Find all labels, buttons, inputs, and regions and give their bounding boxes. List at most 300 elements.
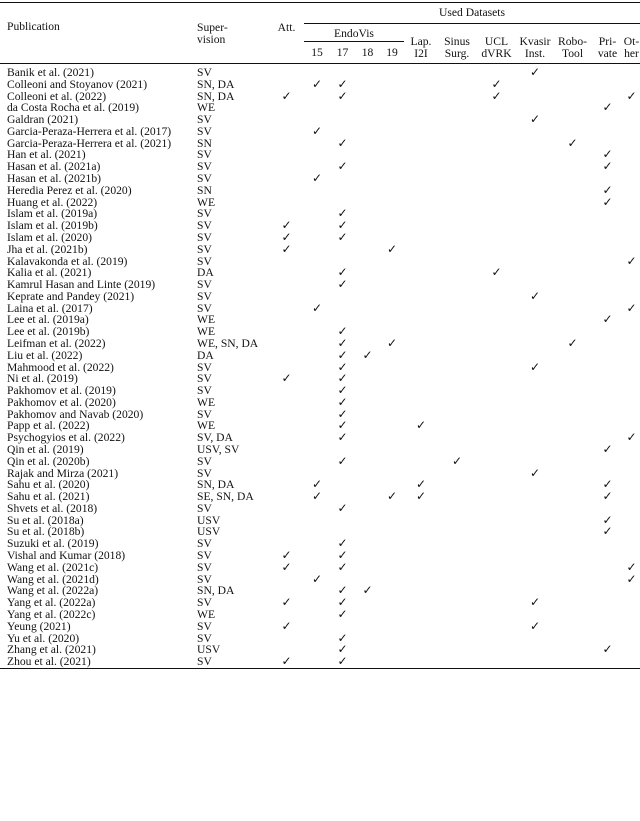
empty-cell [380,279,404,291]
header-robo-tool: Robo- Tool [558,35,587,60]
empty-cell [476,114,517,126]
empty-cell [623,503,640,515]
empty-cell [476,562,517,574]
empty-cell [404,350,438,362]
cell-supervision: WE [197,607,216,621]
empty-cell [330,479,355,491]
empty-cell [592,208,623,220]
empty-cell [404,574,438,586]
table-row [0,456,640,468]
empty-cell [269,267,304,279]
empty-cell [404,197,438,209]
empty-cell [404,220,438,232]
empty-cell [355,185,380,197]
check-mark-icon: ✓ [337,347,348,362]
empty-cell [476,102,517,114]
empty-cell [269,291,304,303]
check-mark-icon: ✓ [362,583,373,598]
empty-cell [517,244,553,256]
empty-cell [592,267,623,279]
empty-cell [517,385,553,397]
empty-cell [592,397,623,409]
empty-cell [623,220,640,232]
cell-supervision: USV [197,643,221,657]
cell-publication: Heredia Perez et al. (2020) [7,183,132,197]
table-row [0,644,640,656]
cell-supervision: SV [197,289,212,303]
empty-cell [380,538,404,550]
empty-cell [355,326,380,338]
empty-cell [623,102,640,114]
table-row [0,102,640,114]
empty-cell [380,432,404,444]
cell-supervision: DA [197,348,214,362]
empty-cell [380,597,404,609]
cell-publication: Liu et al. (2022) [7,348,83,362]
empty-cell [623,609,640,621]
empty-cell [438,185,476,197]
empty-cell [476,220,517,232]
empty-cell [380,208,404,220]
empty-cell [404,138,438,150]
empty-cell [404,550,438,562]
cell-supervision: SV [197,148,212,162]
empty-cell [355,79,380,91]
empty-cell [330,114,355,126]
cell-supervision: USV [197,525,221,539]
empty-cell [355,432,380,444]
empty-cell [592,64,623,79]
empty-cell [476,138,517,150]
cell-publication: Papp et al. (2022) [7,419,90,433]
empty-cell [380,621,404,633]
check-mark-icon: ✓ [602,194,613,209]
empty-cell [355,373,380,385]
empty-cell [404,208,438,220]
empty-cell [438,149,476,161]
empty-cell [592,114,623,126]
empty-cell [592,373,623,385]
empty-cell [592,621,623,633]
cell-supervision: SV, DA [197,431,233,445]
table-row [0,256,640,268]
empty-cell [438,126,476,138]
empty-cell [592,338,623,350]
empty-cell [380,267,404,279]
empty-cell [623,515,640,527]
empty-cell [553,585,592,597]
check-mark-icon: ✓ [602,524,613,539]
cell-supervision: DA [197,266,214,280]
empty-cell [304,185,330,197]
empty-cell [517,420,553,432]
cell-supervision: SV [197,172,212,186]
header-endovis-18: 18 [361,46,374,60]
header-endovis-15: 15 [311,46,323,60]
empty-cell [404,185,438,197]
check-mark-icon: ✓ [311,477,323,492]
empty-cell [355,550,380,562]
empty-cell [380,468,404,480]
empty-cell [438,362,476,374]
cell-publication: Mahmood et al. (2022) [7,360,114,374]
empty-cell [269,420,304,432]
check-mark-icon: ✓ [602,312,613,327]
cell-supervision: SN [197,183,212,197]
empty-cell [517,409,553,421]
empty-cell [355,279,380,291]
empty-cell [355,491,380,503]
empty-cell [304,338,330,350]
empty-cell [623,373,640,385]
empty-cell [553,208,592,220]
empty-cell [304,409,330,421]
empty-cell [304,503,330,515]
empty-cell [517,267,553,279]
empty-cell [404,597,438,609]
empty-cell [269,149,304,161]
empty-cell [476,303,517,315]
empty-cell [269,279,304,291]
empty-cell [592,326,623,338]
empty-cell [438,338,476,350]
empty-cell [438,279,476,291]
empty-cell [404,114,438,126]
check-mark-icon: ✓ [311,300,323,315]
empty-cell [355,138,380,150]
check-mark-icon: ✓ [626,300,637,315]
check-mark-icon: ✓ [626,571,637,586]
empty-cell [553,656,592,668]
empty-cell [623,279,640,291]
empty-cell [438,114,476,126]
empty-cell [304,550,330,562]
check-mark-icon: ✓ [311,171,323,186]
empty-cell [355,149,380,161]
check-mark-icon: ✓ [337,206,348,221]
empty-cell [355,479,380,491]
empty-cell [476,432,517,444]
empty-cell [404,161,438,173]
empty-cell [438,597,476,609]
empty-cell [355,526,380,538]
header-publication: Publication [7,20,60,33]
empty-cell [438,432,476,444]
empty-cell [269,574,304,586]
empty-cell [380,161,404,173]
empty-cell [304,420,330,432]
empty-cell [553,468,592,480]
empty-cell [404,397,438,409]
empty-cell [623,538,640,550]
empty-cell [553,279,592,291]
empty-cell [438,208,476,220]
empty-cell [517,526,553,538]
empty-cell [438,397,476,409]
header-private: Pri- vate [597,35,618,60]
empty-cell [623,479,640,491]
empty-cell [404,526,438,538]
empty-cell [517,220,553,232]
cell-publication: Hasan et al. (2021a) [7,160,101,174]
check-mark-icon: ✓ [415,489,427,504]
check-mark-icon: ✓ [337,630,348,645]
empty-cell [438,409,476,421]
table-row [0,185,640,197]
empty-cell [355,267,380,279]
empty-cell [404,609,438,621]
empty-cell [553,633,592,645]
table-row [0,314,640,326]
empty-cell [355,126,380,138]
empty-cell [553,562,592,574]
check-mark-icon: ✓ [337,394,348,409]
empty-cell [517,126,553,138]
empty-cell [404,173,438,185]
empty-cell [404,373,438,385]
empty-cell [380,633,404,645]
empty-cell [404,126,438,138]
empty-cell [269,503,304,515]
empty-cell [476,456,517,468]
empty-cell [380,173,404,185]
empty-cell [404,656,438,668]
empty-cell [553,232,592,244]
empty-cell [438,373,476,385]
cell-publication: da Costa Rocha et al. (2019) [7,101,140,115]
check-mark-icon: ✓ [337,418,348,433]
empty-cell [404,432,438,444]
empty-cell [304,373,330,385]
empty-cell [476,149,517,161]
empty-cell [553,291,592,303]
empty-cell [355,173,380,185]
empty-cell [304,102,330,114]
cell-supervision: SN, DA [197,478,235,492]
empty-cell [404,314,438,326]
cell-supervision: SV [197,384,212,398]
table-row [0,444,640,456]
empty-cell [517,326,553,338]
empty-cell [553,456,592,468]
empty-cell [476,385,517,397]
check-mark-icon: ✓ [311,123,323,138]
table-row [0,232,640,244]
empty-cell [438,633,476,645]
empty-cell [476,515,517,527]
empty-cell [380,526,404,538]
empty-cell [553,491,592,503]
empty-cell [623,267,640,279]
check-mark-icon: ✓ [415,477,427,492]
empty-cell [592,597,623,609]
empty-cell [592,420,623,432]
empty-cell [269,114,304,126]
empty-cell [476,161,517,173]
empty-cell [476,362,517,374]
empty-cell [355,303,380,315]
empty-cell [380,185,404,197]
cell-publication: Garcia-Peraza-Herrera et al. (2021) [7,136,172,150]
empty-cell [517,138,553,150]
empty-cell [476,291,517,303]
check-mark-icon: ✓ [337,229,348,244]
empty-cell [269,397,304,409]
empty-cell [553,350,592,362]
check-mark-icon: ✓ [337,76,348,91]
empty-cell [553,197,592,209]
check-mark-icon: ✓ [337,218,348,233]
empty-cell [304,609,330,621]
empty-cell [476,491,517,503]
empty-cell [476,468,517,480]
table-row [0,609,640,621]
empty-cell [592,79,623,91]
empty-cell [623,633,640,645]
empty-cell [304,256,330,268]
header-sinus-surg: Sinus Surg. [444,35,470,60]
empty-cell [380,362,404,374]
cell-supervision: SV [197,572,212,586]
empty-cell [438,526,476,538]
cell-publication: Kalavakonda et al. (2019) [7,254,128,268]
empty-cell [553,303,592,315]
empty-cell [438,609,476,621]
check-mark-icon: ✓ [626,253,637,268]
empty-cell [304,208,330,220]
table-header [0,3,640,64]
table-row [0,350,640,362]
empty-cell [553,409,592,421]
check-mark-icon: ✓ [281,229,292,244]
empty-cell [517,256,553,268]
empty-cell [438,138,476,150]
empty-cell [355,208,380,220]
empty-cell [592,456,623,468]
cell-publication: Qin et al. (2019) [7,443,84,456]
cell-publication: Jha et al. (2021b) [7,242,88,256]
empty-cell [404,585,438,597]
cell-publication: Yeung (2021) [7,619,71,633]
empty-cell [517,161,553,173]
empty-cell [380,126,404,138]
cell-supervision: WE [197,419,216,433]
empty-cell [438,468,476,480]
empty-cell [623,314,640,326]
empty-cell [553,444,592,456]
empty-cell [517,644,553,656]
cell-supervision: USV [197,513,221,527]
empty-cell [623,138,640,150]
empty-cell [623,597,640,609]
table-row [0,362,640,374]
empty-cell [404,303,438,315]
cell-publication: Islam et al. (2020) [7,230,92,244]
empty-cell [476,197,517,209]
empty-cell [404,267,438,279]
cell-supervision: SV [197,301,212,315]
empty-cell [269,126,304,138]
check-mark-icon: ✓ [567,335,578,350]
empty-cell [304,656,330,668]
empty-cell [476,621,517,633]
empty-cell [476,208,517,220]
empty-cell [438,574,476,586]
table-row [0,79,640,91]
check-mark-icon: ✓ [337,135,348,150]
cell-supervision: USV, SV [197,443,240,456]
empty-cell [304,232,330,244]
empty-cell [553,574,592,586]
cell-supervision: SN [197,136,212,150]
empty-cell [592,220,623,232]
cell-publication: Ni et al. (2019) [7,372,78,386]
empty-cell [304,138,330,150]
cell-supervision: SV [197,501,212,515]
empty-cell [355,291,380,303]
empty-cell [304,244,330,256]
empty-cell [553,479,592,491]
empty-cell [355,562,380,574]
empty-cell [592,562,623,574]
header-attention: Att. [277,21,296,34]
check-mark-icon: ✓ [337,500,348,515]
empty-cell [304,538,330,550]
check-mark-icon: ✓ [491,88,502,103]
empty-cell [438,173,476,185]
cell-publication: Kamrul Hasan and Linte (2019) [7,278,156,292]
cell-supervision: SV [197,454,212,468]
empty-cell [269,173,304,185]
empty-cell [623,468,640,480]
empty-cell [476,185,517,197]
empty-cell [330,468,355,480]
header-endovis-19: 19 [386,46,398,60]
empty-cell [438,420,476,432]
empty-cell [476,338,517,350]
empty-cell [380,574,404,586]
cell-publication: Banik et al. (2021) [7,66,94,79]
empty-cell [623,491,640,503]
empty-cell [269,303,304,315]
empty-cell [355,456,380,468]
check-mark-icon: ✓ [602,147,613,162]
cell-publication: Sahu et al. (2021) [7,490,90,504]
empty-cell [380,503,404,515]
check-mark-icon: ✓ [567,135,578,150]
empty-cell [476,633,517,645]
cell-publication: Islam et al. (2019b) [7,219,98,233]
empty-cell [355,161,380,173]
empty-cell [438,656,476,668]
empty-cell [304,220,330,232]
check-mark-icon: ✓ [337,159,348,174]
empty-cell [623,161,640,173]
empty-cell [438,161,476,173]
empty-cell [404,385,438,397]
table-row [0,303,640,315]
empty-cell [330,303,355,315]
empty-cell [438,350,476,362]
empty-cell [553,256,592,268]
cell-supervision: SV [197,160,212,174]
empty-cell [476,420,517,432]
empty-cell [476,126,517,138]
empty-cell [380,609,404,621]
empty-cell [304,397,330,409]
cell-supervision: SN, DA [197,584,235,598]
empty-cell [623,114,640,126]
